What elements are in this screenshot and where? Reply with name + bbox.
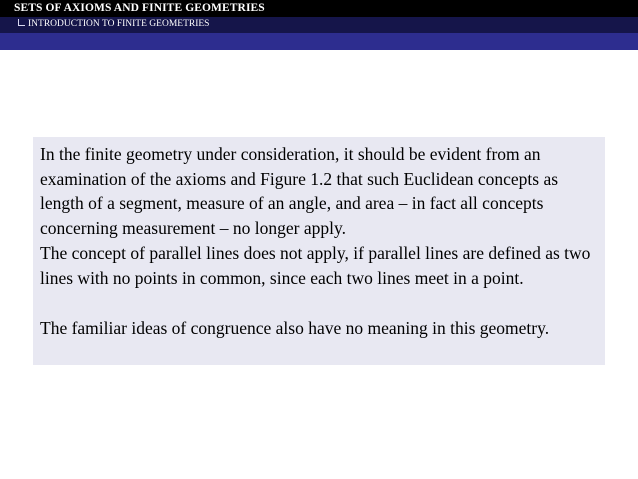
- subsection-title: INTRODUCTION TO FINITE GEOMETRIES: [28, 19, 210, 29]
- tree-connector-icon: [18, 19, 25, 26]
- paragraph-parallel-lines: The concept of parallel lines does not apply, if parallel lines are defined as two lines with no points in common, since each two lines meet in a point.: [40, 243, 591, 288]
- content-block: [33, 137, 605, 365]
- section-title: SETS OF AXIOMS AND FINITE GEOMETRIES: [14, 2, 265, 14]
- paragraph-congruence: The familiar ideas of congruence also have no meaning in this geometry.: [40, 318, 550, 338]
- header-band: [0, 33, 638, 50]
- paragraph-measurement: In the finite geometry under consideration, it should be evident from an examination of the axioms and Figure 1.2 that such Euclidean concepts as length of a segment, measure of an angle, and area – in fact all concepts concerning measurement – no longer apply.: [40, 144, 559, 238]
